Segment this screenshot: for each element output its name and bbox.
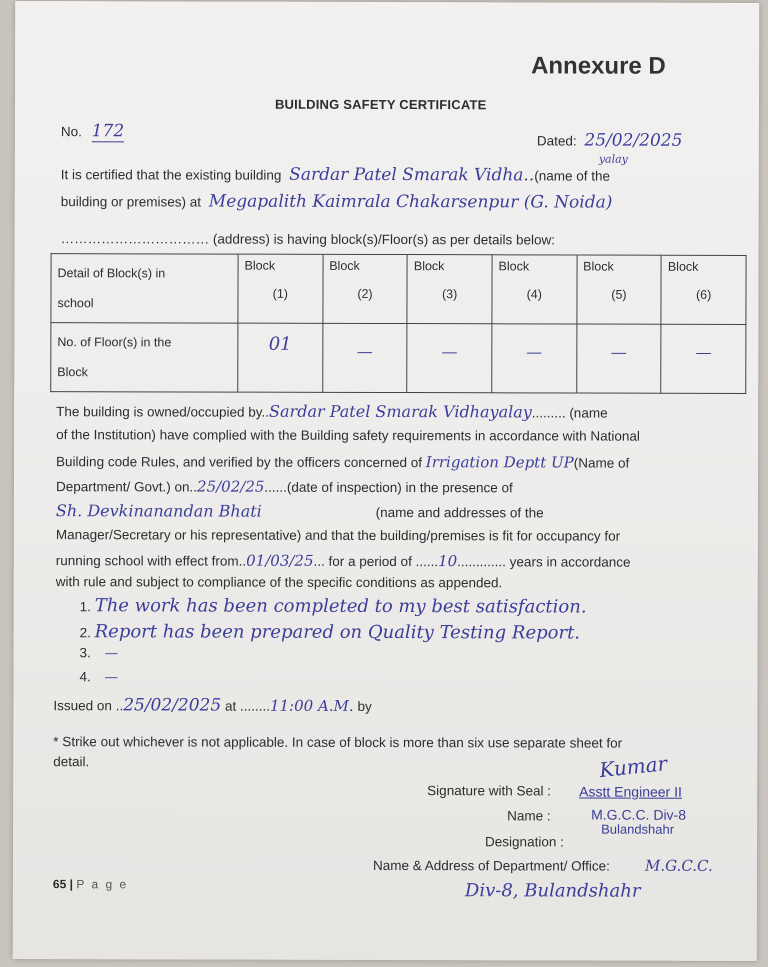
premises-value: Megapalith Kaimrala Chakarsenpur (G. Noida) [208,191,613,213]
owned-value: Sardar Patel Smarak Vidhayalay [269,401,532,422]
block-num: (1) [272,286,288,301]
block-header-row [51,254,746,325]
note-line-1: * Strike out whichever is not applicable. In case of block is more than six use separate sheet for [53,734,623,751]
block-head: Block [583,259,614,274]
page-number: 65 [52,877,67,892]
designation-label: Designation : [485,834,564,850]
row-label-floors-a: No. of Floor(s) in the [57,335,172,350]
l3-prefix: Building code Rules, and verified by the officers concerned of [56,454,423,471]
no-label: No. [60,124,82,140]
certificate-title: BUILDING SAFETY CERTIFICATE [274,96,487,113]
floor-value: — [441,342,458,362]
period-years: 10 [438,552,458,571]
para-line-4 [56,477,513,496]
block-num: (6) [695,287,712,302]
row-label-floors [51,323,238,392]
block-num: (2) [357,286,373,301]
floor-cell-4 [492,324,577,393]
effect-date: 01/03/25 [246,551,314,570]
owned-suffix: ......... (name [531,405,608,421]
l7-prefix: running school with effect from.. [55,553,247,569]
condition-4 [79,669,118,685]
l3-suffix: (Name of [573,455,630,471]
block-floor-table [50,253,746,394]
condition-num: 2. [79,625,91,641]
row-label-blocks-b: school [57,296,94,311]
l7-mid: ... for a period of ...... [313,553,439,570]
para-line-6: Manager/Secretary or his representative) and that the building/premises is fit for occupancy for [55,527,621,544]
signature-handwritten: Kumar [598,751,669,783]
l7-suffix: ............. years in accordance [457,554,631,570]
condition-1 [80,595,587,617]
floor-cell-3 [407,324,492,393]
building-name: Sardar Patel Smarak Vidha.. [289,164,535,186]
premises-prefix: building or premises) at [60,194,202,210]
issued-date: 25/02/2025 [123,695,222,716]
row-label-floors-b: Block [57,365,88,380]
issued-prefix: Issued on .. [53,698,124,714]
page-footer: 65 | P a g e [52,877,129,892]
address-suffix: (address) is having block(s)/Floor(s) as per details below: [212,231,556,248]
signature-label: Signature with Seal : [427,783,552,799]
no-value: 172 [91,121,125,142]
block-cell-1 [238,254,323,323]
block-head: Block [244,258,276,273]
l4-suffix: ......(date of inspection) in the presence of [264,479,513,496]
condition-num: 3. [79,645,91,661]
para-line-3 [56,452,629,472]
certify-prefix: It is certified that the existing building [60,167,282,183]
condition-text: — [104,645,119,662]
dated-label: Dated: [536,133,577,149]
owned-line [56,401,607,421]
floor-value: — [526,342,543,362]
block-cell-5 [577,255,662,324]
floor-cell-1 [238,323,323,392]
block-head: Block [667,259,699,274]
floor-value: 01 [268,333,292,355]
building-name-extra: yalay [598,152,628,166]
seal-designation: Asstt Engineer II [579,783,682,800]
floor-cell-2 [322,323,407,392]
floor-cell-5 [576,324,661,393]
block-head: Block [329,258,360,273]
block-cell-3 [407,255,492,324]
department-label: Name & Address of Department/ Office: [372,857,610,874]
department-value: Irrigation Deptt UP [425,453,574,472]
floor-cell-6 [661,324,746,393]
para-line-2: of the Institution) have complied with the Building safety requirements in accordance with National [56,427,640,444]
condition-3 [80,645,119,661]
dated-row [537,130,683,150]
condition-text: The work has been completed to my best satisfaction. [94,595,587,618]
para-line-8: with rule and subject to compliance of the specific conditions as appended. [55,574,503,591]
issued-time: 11:00 A.M. [269,696,354,715]
seal-city: Bulandshahr [601,821,675,837]
certificate-page [13,1,760,961]
block-head: Block [498,259,530,274]
block-cell-6 [661,255,746,324]
condition-text: Report has been prepared on Quality Testing Report. [94,621,581,644]
address-line [61,231,555,247]
para-line-7 [56,551,631,571]
block-num: (4) [526,287,542,302]
address-dots: …………………………… [60,231,210,247]
block-cell-4 [492,255,577,324]
block-num: (3) [441,287,458,302]
block-num: (5) [611,287,627,302]
floor-value: — [610,342,627,362]
row-label-blocks-a: Detail of Block(s) in [57,266,166,281]
condition-text: — [104,669,119,686]
name-label: Name : [507,808,551,824]
department-address: Div-8, Bulandshahr [464,880,641,902]
department-name: M.G.C.C. [644,856,713,875]
floor-value: — [356,341,373,361]
l4-prefix: Department/ Govt.) on.. [55,479,198,495]
condition-2 [80,621,580,643]
issued-at: at ........ [224,698,270,714]
l5-suffix: (name and addresses of the [375,504,544,521]
condition-num: 4. [79,669,91,685]
annexure-heading: Annexure D [531,52,666,80]
condition-num: 1. [79,599,91,615]
issued-line [53,695,371,716]
para-line-5 [56,501,544,521]
note-line-2: detail. [53,754,90,770]
row-label-blocks [51,254,238,323]
floor-row [51,323,746,394]
issued-by: by [357,698,372,714]
name-suffix: (name of the [534,168,611,184]
presence-name: Sh. Devkinanandan Bhati [55,501,262,521]
premises-line [61,191,613,212]
inspection-date: 25/02/25 [197,477,265,496]
certificate-number-row [61,121,124,141]
floor-value: — [695,342,712,362]
dated-value: 25/02/2025 [584,130,683,151]
block-cell-2 [323,254,408,323]
seal-office: M.G.C.C. Div-8 [591,806,687,823]
page-word: P a g e [76,877,129,892]
block-head: Block [413,259,445,274]
certify-line [61,164,610,185]
owned-prefix: The building is owned/occupied by.. [56,404,270,420]
